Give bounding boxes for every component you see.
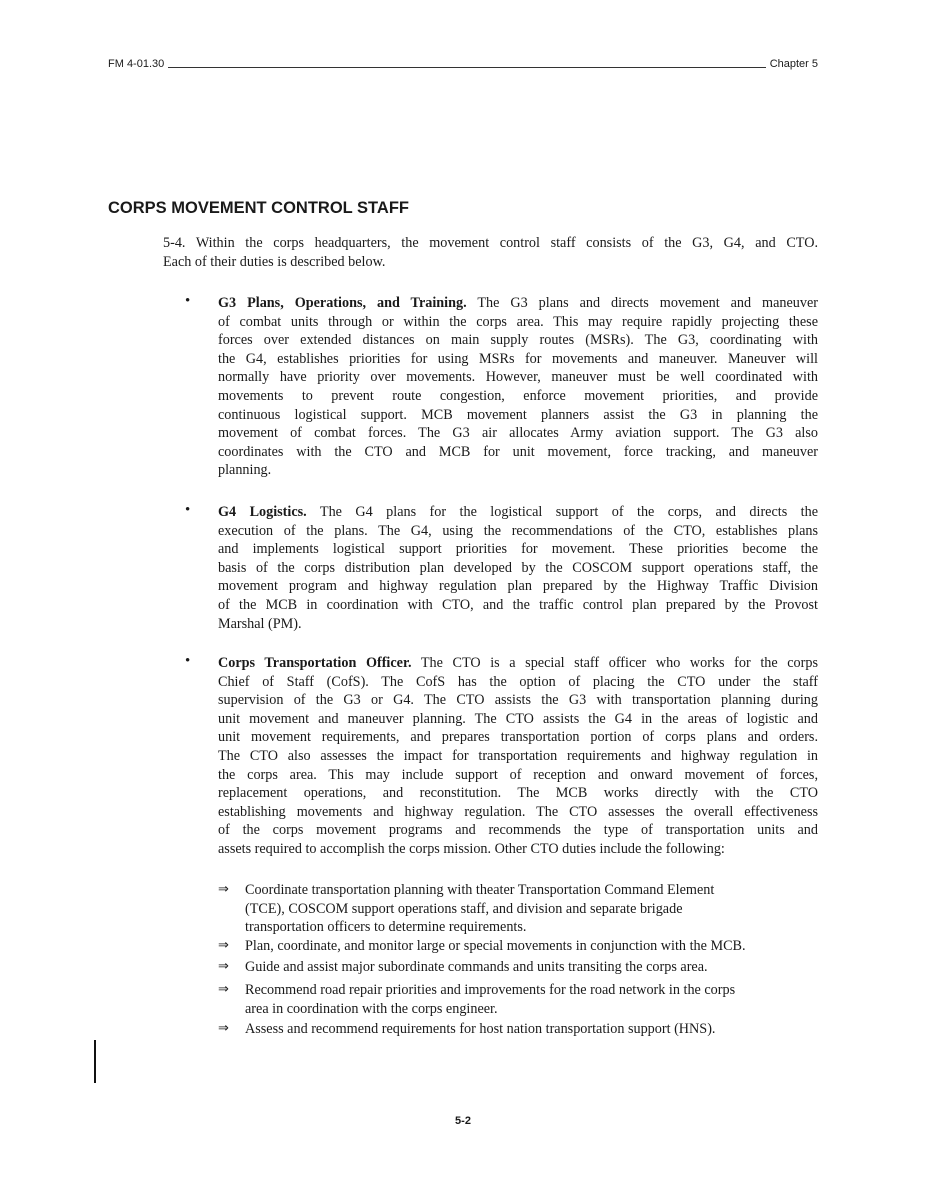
text-line: [218, 540, 818, 559]
text-span: the corps area. This may include support of reception and onward movement of forces,: [218, 766, 818, 783]
text-span: unit movement requirements, and prepares transportation portion of corps plans and orders.: [218, 729, 818, 746]
text-line: [218, 766, 818, 785]
running-header: [108, 54, 818, 70]
bullet-icon: •: [185, 502, 191, 518]
text-span: assets required to accomplish the corps mission. Other CTO duties include the following:: [218, 840, 725, 857]
duty-item: [245, 937, 820, 956]
double-arrow-icon: ⇒: [218, 959, 229, 974]
change-bar: [94, 1040, 96, 1083]
header-rule: [168, 67, 765, 68]
double-arrow-icon: ⇒: [218, 882, 229, 897]
text-span: movement of combat forces. The G3 air allocates Army aviation support. The G3 also: [218, 425, 818, 442]
text-line: [218, 313, 818, 332]
text-line: [218, 387, 818, 406]
text-span: Marshal (PM).: [218, 615, 302, 632]
text-span: replacement operations, and reconstitution. The MCB works directly with the CTO: [218, 785, 818, 802]
text-line: [218, 803, 818, 822]
text-span: Chief of Staff (CofS). The CofS has the option of placing the CTO under the staff: [218, 673, 818, 690]
text-line: [218, 747, 818, 766]
text-line: [218, 615, 818, 634]
text-line: [218, 691, 818, 710]
text-span: movements to prevent route congestion, enforce movement priorities, and provide: [218, 387, 818, 404]
text-line: Each of their duties is described below.: [163, 253, 386, 270]
text-line: [218, 673, 818, 692]
text-line: transportation officers to determine requirements.: [245, 919, 527, 936]
text-span: basis of the corps distribution plan developed by the COSCOM support operations staff, the: [218, 559, 818, 576]
text-span: and implements logistical support priorities for movement. These priorities become the: [218, 541, 818, 558]
text-line: [218, 406, 818, 425]
bullet-title: G3 Plans, Operations, and Training.: [218, 295, 467, 311]
text-span: movement program and highway regulation plan prepared by the Highway Traffic Division: [218, 578, 818, 595]
text-span: unit movement and maneuver planning. The CTO assists the G4 in the areas of logistic and: [218, 710, 818, 727]
text-line: area in coordination with the corps engineer.: [245, 1000, 498, 1017]
text-span: planning.: [218, 462, 272, 479]
text-line: [218, 821, 818, 840]
text-line: [218, 368, 818, 387]
text-line: [218, 710, 818, 729]
bullet-icon: •: [185, 653, 191, 669]
text-span: normally have priority over movements. However, maneuver must be well coordinated with: [218, 369, 818, 386]
text-span: of the corps movement programs and recommends the type of transportation units and: [218, 822, 818, 839]
duty-item: [245, 958, 820, 977]
text-line: [218, 654, 818, 673]
text-line: [218, 331, 818, 350]
text-line: [218, 784, 818, 803]
double-arrow-icon: ⇒: [218, 1021, 229, 1036]
page-number: 5-2: [455, 1115, 471, 1127]
text-span: coordinates with the CTO and MCB for unit movement, force tracking, and maneuver: [218, 443, 818, 460]
text-line: [218, 461, 818, 480]
text-span: of the MCB in coordination with CTO, and the traffic control plan prepared by the Provost: [218, 596, 818, 613]
bullet-icon: •: [185, 293, 191, 309]
text-span: the G4, establishes priorities for using MSRs for movements and maneuver. Maneuver will: [218, 350, 818, 367]
text-line: [218, 577, 818, 596]
intro-paragraph: [163, 234, 818, 271]
text-line: 5-4. Within the corps headquarters, the movement control staff consists of the G3, G4, and CTO.: [163, 235, 818, 251]
text-line: [218, 559, 818, 578]
manual-number: FM 4-01.30: [108, 58, 165, 70]
text-line: [218, 596, 818, 615]
duty-item: [245, 881, 820, 937]
text-span: The G4 plans for the logistical support of the corps, and directs the: [306, 504, 818, 520]
double-arrow-icon: ⇒: [218, 982, 229, 997]
text-line: Assess and recommend requirements for host nation transportation support (HNS).: [245, 1021, 716, 1037]
bullet-item: [218, 294, 818, 480]
duty-item: [245, 1020, 820, 1039]
double-arrow-icon: ⇒: [218, 938, 229, 953]
duty-item: [245, 981, 820, 1018]
text-span: supervision of the G3 or G4. The CTO assists the G3 with transportation planning during: [218, 692, 818, 709]
text-span: establishing movements and highway regulation. The CTO assesses the overall effectiveness: [218, 803, 818, 820]
text-line: (TCE), COSCOM support operations staff, and division and separate brigade: [245, 900, 683, 917]
bullet-title: G4 Logistics.: [218, 504, 307, 520]
text-line: [218, 728, 818, 747]
text-span: of combat units through or within the corps area. This may require rapidly projecting these: [218, 313, 818, 330]
text-span: continuous logistical support. MCB movement planners assist the G3 in planning the: [218, 406, 818, 423]
text-line: [218, 443, 818, 462]
bullet-title: Corps Transportation Officer.: [218, 655, 412, 671]
text-line: [218, 840, 818, 859]
text-line: [218, 350, 818, 369]
text-line: Guide and assist major subordinate commands and units transiting the corps area.: [245, 959, 708, 975]
text-line: [218, 503, 818, 522]
text-span: execution of the plans. The G4, using the recommendations of the CTO, establishes plans: [218, 522, 818, 539]
text-span: The CTO also assesses the impact for transportation requirements and highway regulation in: [218, 747, 818, 764]
bullet-item: [218, 654, 818, 859]
text-span: The G3 plans and directs movement and maneuver: [466, 295, 818, 311]
text-line: [218, 294, 818, 313]
chapter-label: Chapter 5: [769, 58, 818, 70]
text-span: The CTO is a special staff officer who works for the corps: [411, 655, 818, 671]
text-line: [218, 522, 818, 541]
section-heading: CORPS MOVEMENT CONTROL STAFF: [108, 199, 409, 217]
text-line: Plan, coordinate, and monitor large or special movements in conjunction with the MCB.: [245, 938, 746, 954]
bullet-item: [218, 503, 818, 633]
text-line: Recommend road repair priorities and improvements for the road network in the corps: [245, 982, 736, 998]
text-span: forces over extended distances on main supply routes (MSRs). The G3, coordinating with: [218, 332, 818, 349]
text-line: [218, 424, 818, 443]
text-line: Coordinate transportation planning with theater Transportation Command Element: [245, 882, 715, 898]
